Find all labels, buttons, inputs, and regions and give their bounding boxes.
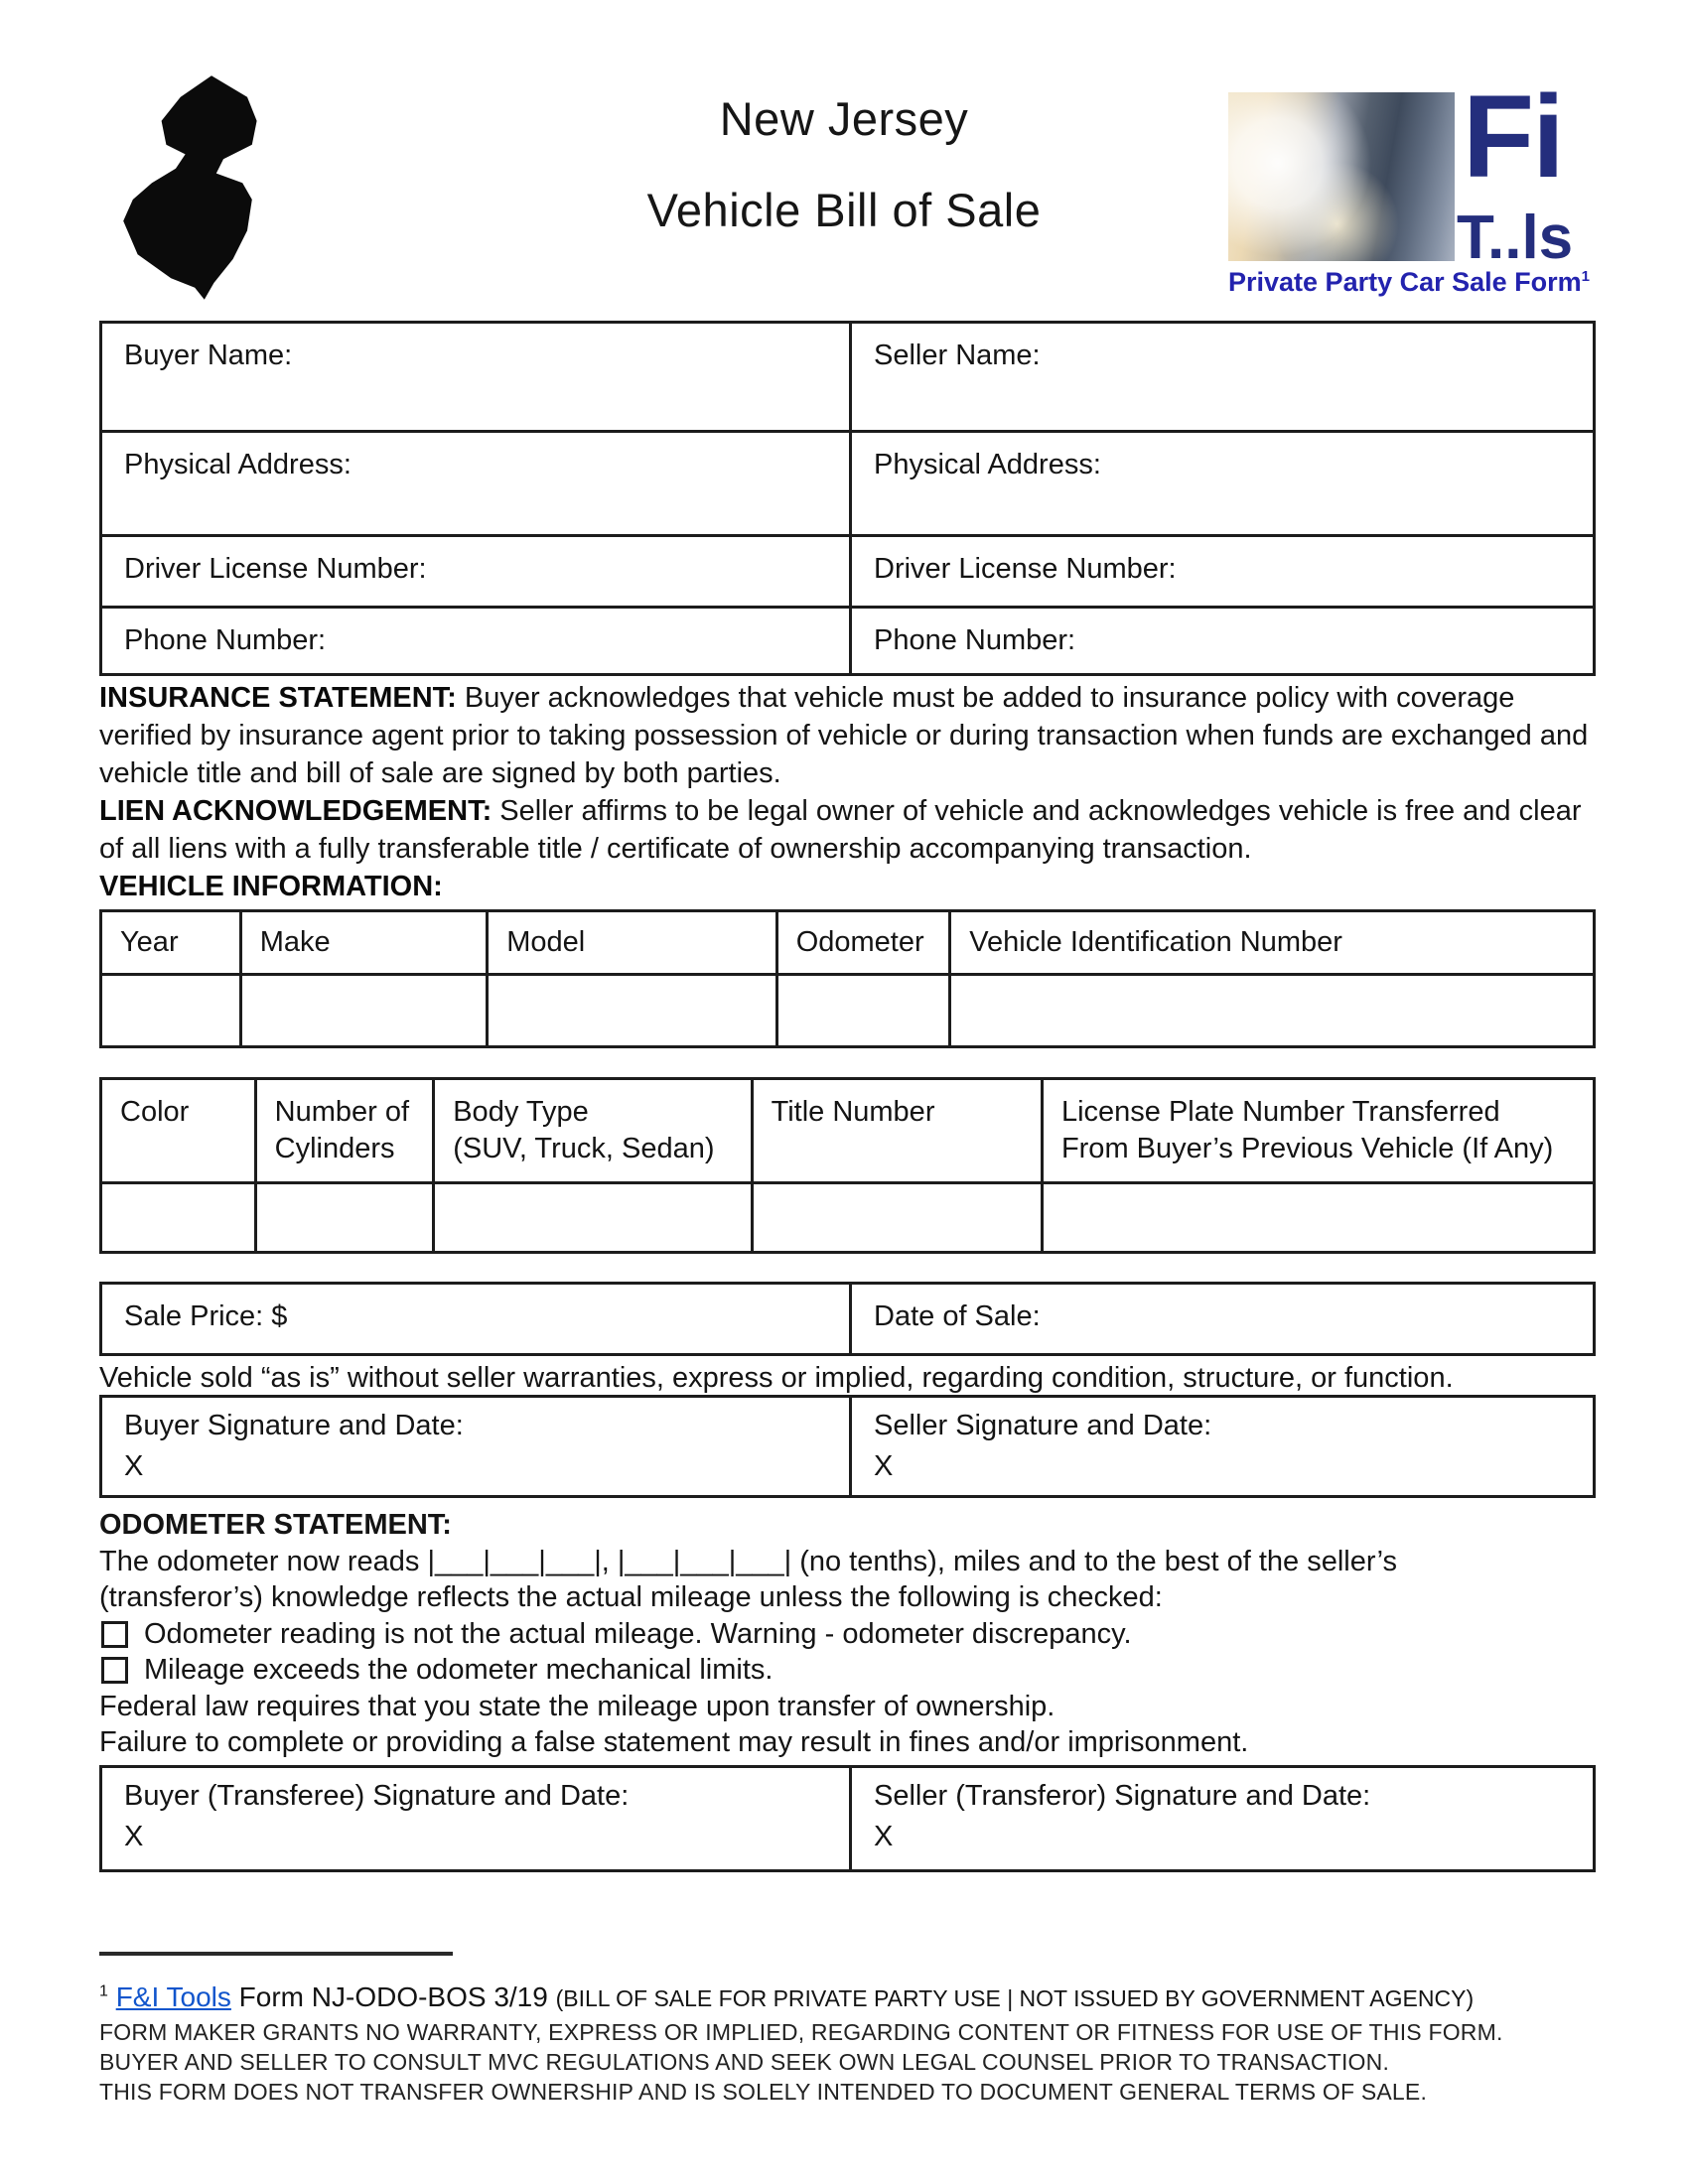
license-plate-field[interactable] [1042, 1183, 1594, 1253]
seller-phone-label: Phone Number: [874, 624, 1076, 656]
vehicle-table-2 [99, 1077, 1596, 1254]
buyer-phone-cell[interactable] [101, 608, 851, 675]
table-row [101, 536, 1595, 608]
odometer-header: Odometer [776, 911, 950, 975]
sale-price-cell[interactable] [101, 1284, 851, 1355]
buyer-license-label: Driver License Number: [124, 553, 427, 585]
date-of-sale-cell[interactable] [851, 1284, 1595, 1355]
seller-name-cell[interactable] [851, 323, 1595, 432]
buyer-signature-x-mark: X [124, 1450, 144, 1482]
odometer-knowledge-line: (transferor’s) knowledge reflects the actual mileage unless the following is checked: [99, 1581, 1163, 1613]
statements-block [99, 679, 1601, 905]
vin-field[interactable] [950, 975, 1595, 1047]
footnote-line-1 [99, 1981, 1601, 2013]
year-header: Year [101, 911, 241, 975]
signature-table-1 [99, 1395, 1596, 1498]
body-type-field[interactable] [434, 1183, 752, 1253]
federal-law-line: Federal law requires that you state the mileage upon transfer of ownership. [99, 1690, 1055, 1722]
lien-acknowledgement-text: Seller affirms to be legal owner of vehicle and acknowledges vehicle is free and clear of all liens with a fully transferable title / certificate of ownership accompanying transaction. [99, 795, 1582, 865]
make-header: Make [240, 911, 487, 975]
table-header-row [101, 911, 1595, 975]
fi-tools-link[interactable]: F&I Tools [115, 1981, 231, 2012]
vehicle-table-1 [99, 909, 1596, 1048]
buyer-name-cell[interactable] [101, 323, 851, 432]
body-type-header: Body Type (SUV, Truck, Sedan) [434, 1079, 752, 1183]
fi-tools-logo [1228, 71, 1596, 298]
seller-signature-x-mark: X [874, 1450, 894, 1482]
transferor-signature-cell[interactable] [851, 1767, 1595, 1871]
footnote-line-2: FORM MAKER GRANTS NO WARRANTY, EXPRESS OR IMPLIED, REGARDING CONTENT OR FITNESS FOR USE OF THIS FORM. [99, 2019, 1503, 2045]
odometer-discrepancy-label: Odometer reading is not the actual mileage. Warning - odometer discrepancy. [144, 1617, 1132, 1650]
vin-header: Vehicle Identification Number [950, 911, 1595, 975]
footnote-caps-text: (BILL OF SALE FOR PRIVATE PARTY USE | NOT ISSUED BY GOVERNMENT AGENCY) [555, 1985, 1475, 2011]
buyer-signature-cell[interactable] [101, 1397, 851, 1497]
lien-acknowledgement-label: LIEN ACKNOWLEDGEMENT: [99, 795, 492, 827]
seller-license-label: Driver License Number: [874, 553, 1177, 585]
date-of-sale-label: Date of Sale: [874, 1300, 1041, 1332]
lien-acknowledgement [99, 792, 1601, 868]
license-plate-header: License Plate Number Transferred From Buyer’s Previous Vehicle (If Any) [1042, 1079, 1594, 1183]
seller-license-cell[interactable] [851, 536, 1595, 608]
insurance-statement [99, 679, 1601, 792]
cylinders-header: Number of Cylinders [255, 1079, 434, 1183]
caption-superscript: 1 [1581, 268, 1591, 285]
logo-photo-businessman [1228, 92, 1455, 261]
logo-caption: Private Party Car Sale Form$^1$ [1228, 267, 1591, 297]
title-number-field[interactable] [752, 1183, 1042, 1253]
page-title-line2: Vehicle Bill of Sale [646, 184, 1042, 236]
table-row [101, 608, 1595, 675]
seller-name-label: Seller Name: [874, 340, 1041, 371]
seller-signature-label: Seller Signature and Date: [874, 1410, 1212, 1441]
failure-line: Failure to complete or providing a false statement may result in fines and/or imprisonment. [99, 1726, 1249, 1758]
odometer-field[interactable] [776, 975, 950, 1047]
table-row [101, 1183, 1595, 1253]
signature-table-2 [99, 1765, 1596, 1872]
seller-address-label: Physical Address: [874, 449, 1101, 480]
sale-table [99, 1282, 1596, 1356]
footnote-superscript: 1 [99, 1982, 108, 2000]
seller-phone-cell[interactable] [851, 608, 1595, 675]
transferor-signature-label: Seller (Transferor) Signature and Date: [874, 1780, 1371, 1812]
odometer-discrepancy-row [99, 1616, 1601, 1653]
cylinders-field[interactable] [255, 1183, 434, 1253]
transferee-signature-label: Buyer (Transferee) Signature and Date: [124, 1780, 630, 1812]
odometer-statement-heading: ODOMETER STATEMENT: [99, 1509, 452, 1541]
odometer-statement-block [99, 1507, 1601, 1761]
footnote-line-4: THIS FORM DOES NOT TRANSFER OWNERSHIP AND IS SOLELY INTENDED TO DOCUMENT GENERAL TERMS OF SALE. [99, 2079, 1428, 2105]
table-row [101, 1767, 1595, 1871]
model-header: Model [488, 911, 776, 975]
table-row [101, 975, 1595, 1047]
mileage-exceeds-label: Mileage exceeds the odometer mechanical limits. [144, 1654, 774, 1686]
buyer-address-label: Physical Address: [124, 449, 352, 480]
model-field[interactable] [488, 975, 776, 1047]
table-row [101, 1397, 1595, 1497]
parties-table [99, 321, 1596, 676]
logo-wordmark-fi: Fi [1463, 71, 1563, 203]
sale-price-label: Sale Price: $ [124, 1300, 288, 1332]
insurance-statement-text: Buyer acknowledges that vehicle must be added to insurance policy with coverage verified by insurance agent prior to taking possession of vehicle or during transaction when funds are exchanged and vehicle title and bill of sale are signed by both parties. [99, 682, 1589, 789]
footnote-form-number: Form NJ-ODO-BOS 3/19 [230, 1981, 556, 2012]
seller-address-cell[interactable] [851, 432, 1595, 536]
color-field[interactable] [101, 1183, 256, 1253]
as-is-disclaimer: Vehicle sold “as is” without seller warranties, express or implied, regarding condition, structure, or function. [99, 1362, 1454, 1394]
table-row [101, 323, 1595, 432]
odometer-discrepancy-checkbox[interactable] [101, 1621, 128, 1648]
transferor-signature-x-mark: X [874, 1821, 894, 1852]
transferee-signature-cell[interactable] [101, 1767, 851, 1871]
buyer-phone-label: Phone Number: [124, 624, 327, 656]
mileage-exceeds-row [99, 1652, 1601, 1689]
table-row [101, 1284, 1595, 1355]
table-row [101, 432, 1595, 536]
logo-wordmark [1455, 71, 1596, 272]
footnote-divider [99, 1952, 453, 1956]
insurance-statement-label: INSURANCE STATEMENT: [99, 682, 457, 714]
transferee-signature-x-mark: X [124, 1821, 144, 1852]
seller-signature-cell[interactable] [851, 1397, 1595, 1497]
buyer-license-cell[interactable] [101, 536, 851, 608]
buyer-signature-label: Buyer Signature and Date: [124, 1410, 464, 1441]
color-header: Color [101, 1079, 256, 1183]
buyer-address-cell[interactable] [101, 432, 851, 536]
odometer-reading-line: The odometer now reads |___|___|___|, |___|___|___| (no tenths), miles and to the best of the seller’s [99, 1545, 1398, 1577]
mileage-exceeds-checkbox[interactable] [101, 1657, 128, 1684]
year-field[interactable] [101, 975, 241, 1047]
vehicle-information-heading: VEHICLE INFORMATION: [99, 871, 443, 902]
footnote-line-3: BUYER AND SELLER TO CONSULT MVC REGULATIONS AND SEEK OWN LEGAL COUNSEL PRIOR TO TRANSACTION. [99, 2049, 1390, 2075]
page-title-line1: New Jersey [719, 92, 969, 145]
table-header-row [101, 1079, 1595, 1183]
logo-wordmark-tools: T..ls [1457, 204, 1574, 272]
title-number-header: Title Number [752, 1079, 1042, 1183]
buyer-name-label: Buyer Name: [124, 340, 293, 371]
make-field[interactable] [240, 975, 487, 1047]
